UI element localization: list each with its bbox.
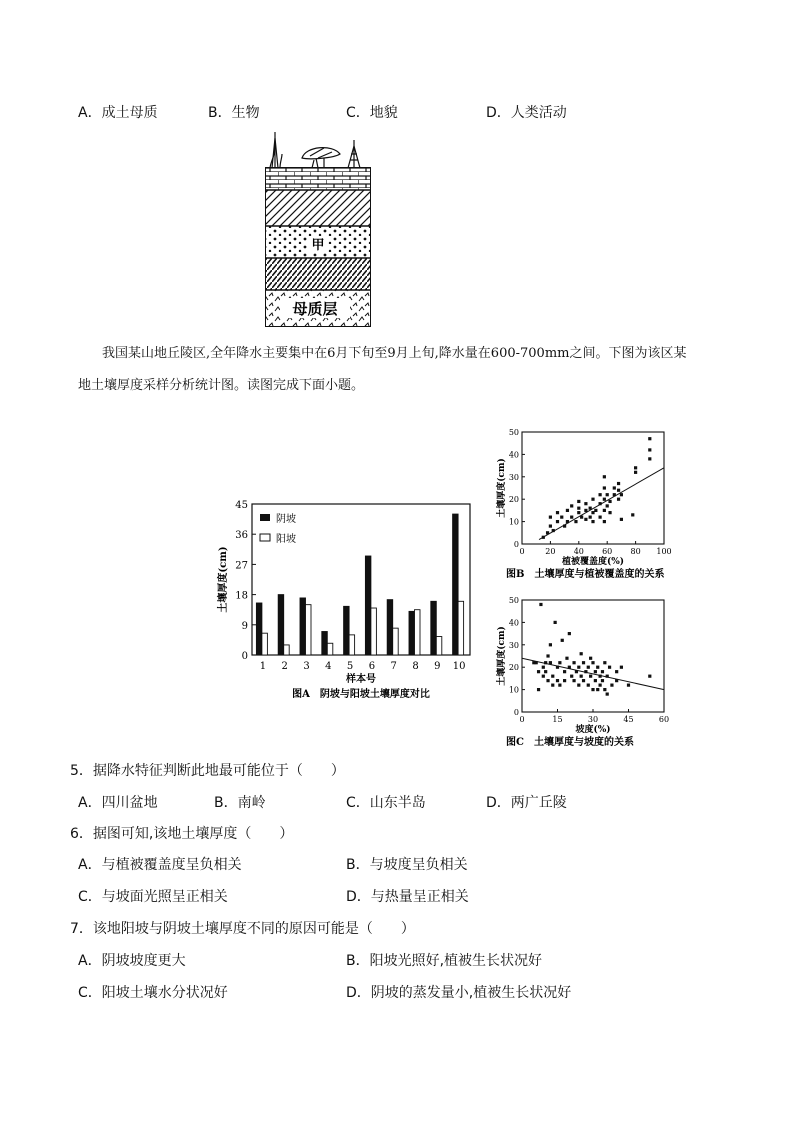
chart-b-point-13 bbox=[574, 520, 577, 523]
chart-b-point-33 bbox=[603, 486, 606, 489]
soil-profile-figure bbox=[262, 132, 374, 330]
chart-b-point-21 bbox=[589, 516, 592, 519]
bar-shade-10 bbox=[453, 514, 459, 655]
chart-b-point-45 bbox=[620, 493, 623, 496]
chart-c-point-15 bbox=[554, 621, 557, 624]
chart-b-point-2 bbox=[549, 524, 552, 527]
bar-shade-6 bbox=[365, 556, 371, 655]
q5-option-c: C．山东半岛 bbox=[346, 795, 426, 811]
chart-b-point-11 bbox=[570, 516, 573, 519]
chart-c bbox=[492, 594, 676, 750]
chart-c-point-37 bbox=[587, 666, 590, 669]
chart-c-point-57 bbox=[615, 670, 618, 673]
chart-a-xtick-label: 8 bbox=[412, 661, 419, 672]
bar-sunny-10 bbox=[458, 601, 464, 655]
intro-line-2: 地土壤厚度采样分析统计图。读图完成下面小题。 bbox=[78, 378, 365, 393]
chart-b-ytick-label: 20 bbox=[508, 495, 519, 505]
chart-c-ytick-label: 50 bbox=[508, 596, 519, 605]
chart-b-point-47 bbox=[634, 471, 637, 474]
chart-a-xtick-label: 9 bbox=[434, 661, 441, 672]
bar-shade-7 bbox=[387, 600, 393, 655]
chart-b-point-3 bbox=[549, 516, 552, 519]
chart-c-point-52 bbox=[603, 688, 606, 691]
chart-c-point-19 bbox=[558, 684, 561, 687]
chart-c-point-44 bbox=[594, 679, 597, 682]
chart-c-point-60 bbox=[627, 684, 630, 687]
chart-b-xtick-label: 100 bbox=[656, 547, 672, 556]
chart-a-xtick-label: 2 bbox=[281, 661, 288, 672]
chart-b-point-10 bbox=[566, 509, 569, 512]
chart-a-xtick-label: 6 bbox=[368, 661, 376, 672]
chart-b-point-16 bbox=[577, 500, 580, 503]
chart-c-point-4 bbox=[539, 603, 542, 606]
q7-option-d: D．阴坡的蒸发量小,植被生长状况好 bbox=[346, 985, 572, 1001]
chart-a-ylabel: 土壤厚度(cm) bbox=[218, 546, 229, 613]
q6-option-a: A．与植被覆盖度呈负相关 bbox=[78, 857, 242, 873]
bar-sunny-8 bbox=[415, 610, 421, 655]
chart-c-point-2 bbox=[537, 670, 540, 673]
layer-label-parent: 母质层 bbox=[292, 300, 338, 318]
legend-label-sunny: 阳坡 bbox=[276, 534, 296, 545]
legend-swatch-sunny bbox=[260, 534, 270, 541]
chart-a bbox=[212, 494, 482, 704]
chart-c-xtick-label: 30 bbox=[587, 715, 599, 724]
chart-b-point-37 bbox=[608, 511, 611, 514]
chart-b-xtick-label: 20 bbox=[545, 547, 556, 556]
chart-b-point-6 bbox=[556, 511, 559, 514]
chart-b-point-14 bbox=[577, 511, 580, 514]
chart-b-point-46 bbox=[631, 513, 634, 516]
q7-stem: 7．该地阳坡与阴坡土壤厚度不同的原因可能是（ ） bbox=[70, 921, 415, 937]
chart-a-ytick-label: 18 bbox=[235, 590, 248, 602]
chart-b-xtick-label: 80 bbox=[630, 547, 641, 556]
q4-option-b: B．生物 bbox=[208, 105, 260, 121]
chart-b-point-12 bbox=[570, 504, 573, 507]
chart-c-point-23 bbox=[565, 657, 568, 660]
chart-c-point-51 bbox=[603, 661, 606, 664]
chart-c-point-20 bbox=[561, 639, 564, 642]
bar-sunny-2 bbox=[284, 645, 290, 655]
chart-a-ytick-label: 36 bbox=[235, 530, 248, 542]
chart-b-xtick-label: 0 bbox=[519, 547, 525, 556]
q5-option-d: D．两广丘陵 bbox=[486, 795, 567, 811]
chart-c-point-45 bbox=[596, 666, 599, 669]
q5-option-a: A．四川盆地 bbox=[78, 795, 158, 811]
chart-b-point-38 bbox=[608, 500, 611, 503]
chart-c-ytick-label: 30 bbox=[508, 640, 519, 650]
chart-c-point-56 bbox=[610, 684, 613, 687]
chart-c-ytick-label: 10 bbox=[508, 685, 519, 695]
chart-c-point-41 bbox=[591, 661, 594, 664]
chart-b-point-35 bbox=[606, 504, 609, 507]
bar-sunny-9 bbox=[436, 637, 442, 655]
q5-stem: 5．据降水特征判断此地最可能位于（ ） bbox=[70, 763, 345, 779]
chart-c-point-30 bbox=[577, 684, 580, 687]
soil-layer-4 bbox=[266, 258, 370, 290]
chart-c-point-6 bbox=[542, 675, 545, 678]
chart-c-point-9 bbox=[546, 679, 549, 682]
chart-b-point-48 bbox=[634, 466, 637, 469]
bar-shade-3 bbox=[300, 598, 306, 655]
chart-b-point-50 bbox=[648, 448, 651, 451]
q4-option-c: C．地貌 bbox=[346, 105, 398, 121]
chart-c-point-31 bbox=[577, 666, 580, 669]
chart-c-point-46 bbox=[596, 688, 599, 691]
legend-swatch-shade bbox=[260, 514, 270, 521]
chart-c-point-8 bbox=[544, 670, 547, 673]
chart-c-point-34 bbox=[582, 661, 585, 664]
q7-option-a: A．阴坡坡度更大 bbox=[78, 953, 186, 969]
soil-layer-2 bbox=[266, 190, 370, 226]
bar-sunny-3 bbox=[306, 605, 312, 655]
soil-layer-humus bbox=[266, 168, 370, 190]
chart-b-ytick-label: 30 bbox=[508, 472, 519, 482]
chart-b-xtick-label: 40 bbox=[573, 547, 584, 556]
chart-c-point-11 bbox=[549, 643, 552, 646]
chart-b-title: 图B 土壤厚度与植被覆盖度的关系 bbox=[506, 569, 665, 578]
chart-a-xtick-label: 1 bbox=[259, 661, 267, 672]
legend-label-shade: 阴坡 bbox=[276, 514, 296, 525]
chart-c-point-54 bbox=[606, 692, 609, 695]
chart-c-point-26 bbox=[570, 675, 573, 678]
chart-a-frame bbox=[252, 504, 470, 655]
bar-sunny-1 bbox=[262, 633, 268, 655]
chart-b-point-15 bbox=[577, 507, 580, 510]
chart-c-point-42 bbox=[591, 688, 594, 691]
chart-a-ytick-label: 27 bbox=[235, 560, 248, 572]
chart-c-frame bbox=[522, 600, 664, 712]
chart-c-point-13 bbox=[551, 675, 554, 678]
bar-sunny-6 bbox=[371, 608, 377, 655]
chart-a-xtick-label: 10 bbox=[452, 661, 466, 672]
q6-option-b: B．与坡度呈负相关 bbox=[346, 857, 468, 873]
q4-option-a: A．成土母质 bbox=[78, 105, 158, 121]
chart-c-xtick-label: 0 bbox=[519, 715, 525, 724]
chart-b-point-18 bbox=[584, 518, 587, 521]
chart-c-xtick-label: 60 bbox=[658, 715, 670, 724]
layer-label-jia: 甲 bbox=[311, 238, 325, 253]
chart-b-point-42 bbox=[617, 489, 620, 492]
chart-b-point-30 bbox=[603, 520, 606, 523]
chart-a-ytick-label: 9 bbox=[241, 620, 248, 632]
chart-b-ytick-label: 50 bbox=[508, 428, 519, 437]
vegetation-icon bbox=[270, 132, 360, 168]
chart-c-point-3 bbox=[537, 688, 540, 691]
chart-c-xlabel: 坡度(%) bbox=[575, 725, 611, 735]
chart-b-point-7 bbox=[560, 516, 563, 519]
q5-option-b: B．南岭 bbox=[214, 795, 266, 811]
bar-shade-8 bbox=[409, 611, 415, 655]
chart-c-point-21 bbox=[563, 670, 566, 673]
chart-a-ytick-label: 45 bbox=[235, 500, 248, 511]
bar-shade-4 bbox=[322, 632, 328, 655]
chart-c-point-10 bbox=[546, 654, 549, 657]
chart-a-ytick-label: 0 bbox=[241, 651, 248, 662]
chart-c-ylabel: 土壤厚度(cm) bbox=[497, 626, 507, 686]
chart-b-point-29 bbox=[599, 493, 602, 496]
q7-option-b: B．阳坡光照好,植被生长状况好 bbox=[346, 953, 543, 969]
chart-b-point-34 bbox=[603, 475, 606, 478]
chart-c-xtick-label: 45 bbox=[623, 715, 634, 724]
q4-option-d: D．人类活动 bbox=[486, 105, 567, 121]
bar-shade-1 bbox=[256, 603, 262, 655]
chart-c-point-48 bbox=[599, 684, 602, 687]
chart-b-ytick-label: 40 bbox=[508, 450, 519, 460]
chart-b-point-31 bbox=[603, 509, 606, 512]
chart-b-xtick-label: 60 bbox=[602, 547, 613, 556]
chart-a-xlabel: 样本号 bbox=[346, 674, 376, 685]
chart-b-point-24 bbox=[591, 511, 594, 514]
chart-b-point-20 bbox=[584, 502, 587, 505]
intro-line-1: 我国某山地丘陵区,全年降水主要集中在6月下旬至9月上旬,降水量在600-700mm之间。下图为该区某 bbox=[102, 346, 687, 361]
chart-c-point-33 bbox=[580, 675, 583, 678]
chart-a-title: 图A 阴坡与阳坡土壤厚度对比 bbox=[292, 689, 430, 700]
chart-b-point-27 bbox=[599, 516, 602, 519]
chart-b-point-32 bbox=[603, 498, 606, 501]
bar-sunny-4 bbox=[327, 643, 333, 655]
chart-b-point-36 bbox=[606, 493, 609, 496]
chart-b-point-43 bbox=[617, 482, 620, 485]
chart-b-frame bbox=[522, 432, 664, 544]
chart-b-ytick-label: 0 bbox=[513, 540, 519, 549]
chart-c-point-24 bbox=[568, 632, 571, 635]
chart-b-point-44 bbox=[620, 518, 623, 521]
chart-c-xtick-label: 15 bbox=[552, 715, 563, 724]
chart-c-point-59 bbox=[620, 666, 623, 669]
chart-c-point-50 bbox=[601, 679, 604, 682]
chart-a-xtick-label: 4 bbox=[325, 661, 332, 672]
chart-b-trend-line bbox=[539, 468, 664, 540]
q6-option-c: C．与坡面光照呈正相关 bbox=[78, 889, 228, 905]
bar-shade-9 bbox=[431, 601, 437, 655]
chart-b-point-5 bbox=[556, 520, 559, 523]
chart-b-point-23 bbox=[591, 520, 594, 523]
chart-c-point-32 bbox=[580, 652, 583, 655]
chart-b-point-49 bbox=[648, 457, 651, 460]
q6-stem: 6．据图可知,该地土壤厚度（ ） bbox=[70, 826, 294, 842]
chart-c-point-18 bbox=[558, 661, 561, 664]
chart-a-xtick-label: 7 bbox=[390, 661, 397, 672]
chart-c-ytick-label: 20 bbox=[508, 663, 519, 673]
chart-b-point-41 bbox=[617, 498, 620, 501]
chart-c-point-61 bbox=[648, 675, 651, 678]
chart-c-point-55 bbox=[608, 666, 611, 669]
chart-b-point-51 bbox=[648, 437, 651, 440]
chart-c-point-14 bbox=[551, 684, 554, 687]
chart-c-point-22 bbox=[563, 679, 566, 682]
chart-b bbox=[492, 426, 676, 578]
chart-b-point-25 bbox=[591, 498, 594, 501]
q7-option-c: C．阳坡土壤水分状况好 bbox=[78, 985, 228, 1001]
bar-shade-2 bbox=[278, 595, 284, 655]
chart-b-ylabel: 土壤厚度(cm) bbox=[497, 458, 507, 518]
chart-c-point-40 bbox=[589, 675, 592, 678]
chart-c-point-5 bbox=[542, 666, 545, 669]
chart-c-point-28 bbox=[572, 661, 575, 664]
chart-c-point-17 bbox=[556, 679, 559, 682]
chart-c-ytick-label: 0 bbox=[513, 708, 519, 717]
chart-b-ytick-label: 10 bbox=[508, 517, 519, 527]
chart-c-ytick-label: 40 bbox=[508, 618, 519, 628]
chart-a-xtick-label: 3 bbox=[303, 661, 310, 672]
chart-c-point-38 bbox=[587, 684, 590, 687]
chart-b-xlabel: 植被覆盖度(%) bbox=[561, 557, 625, 567]
chart-b-point-40 bbox=[613, 486, 616, 489]
chart-c-point-39 bbox=[589, 657, 592, 660]
chart-a-xtick-label: 5 bbox=[346, 661, 354, 672]
chart-c-point-49 bbox=[601, 670, 604, 673]
bar-sunny-5 bbox=[349, 635, 355, 655]
bar-shade-5 bbox=[344, 606, 350, 655]
chart-c-point-35 bbox=[582, 679, 585, 682]
chart-b-point-26 bbox=[594, 509, 597, 512]
chart-c-point-43 bbox=[594, 670, 597, 673]
bar-sunny-7 bbox=[393, 628, 399, 655]
q6-option-d: D．与热量呈正相关 bbox=[346, 889, 469, 905]
chart-c-point-27 bbox=[572, 679, 575, 682]
chart-c-title: 图C 土壤厚度与坡度的关系 bbox=[506, 737, 634, 748]
